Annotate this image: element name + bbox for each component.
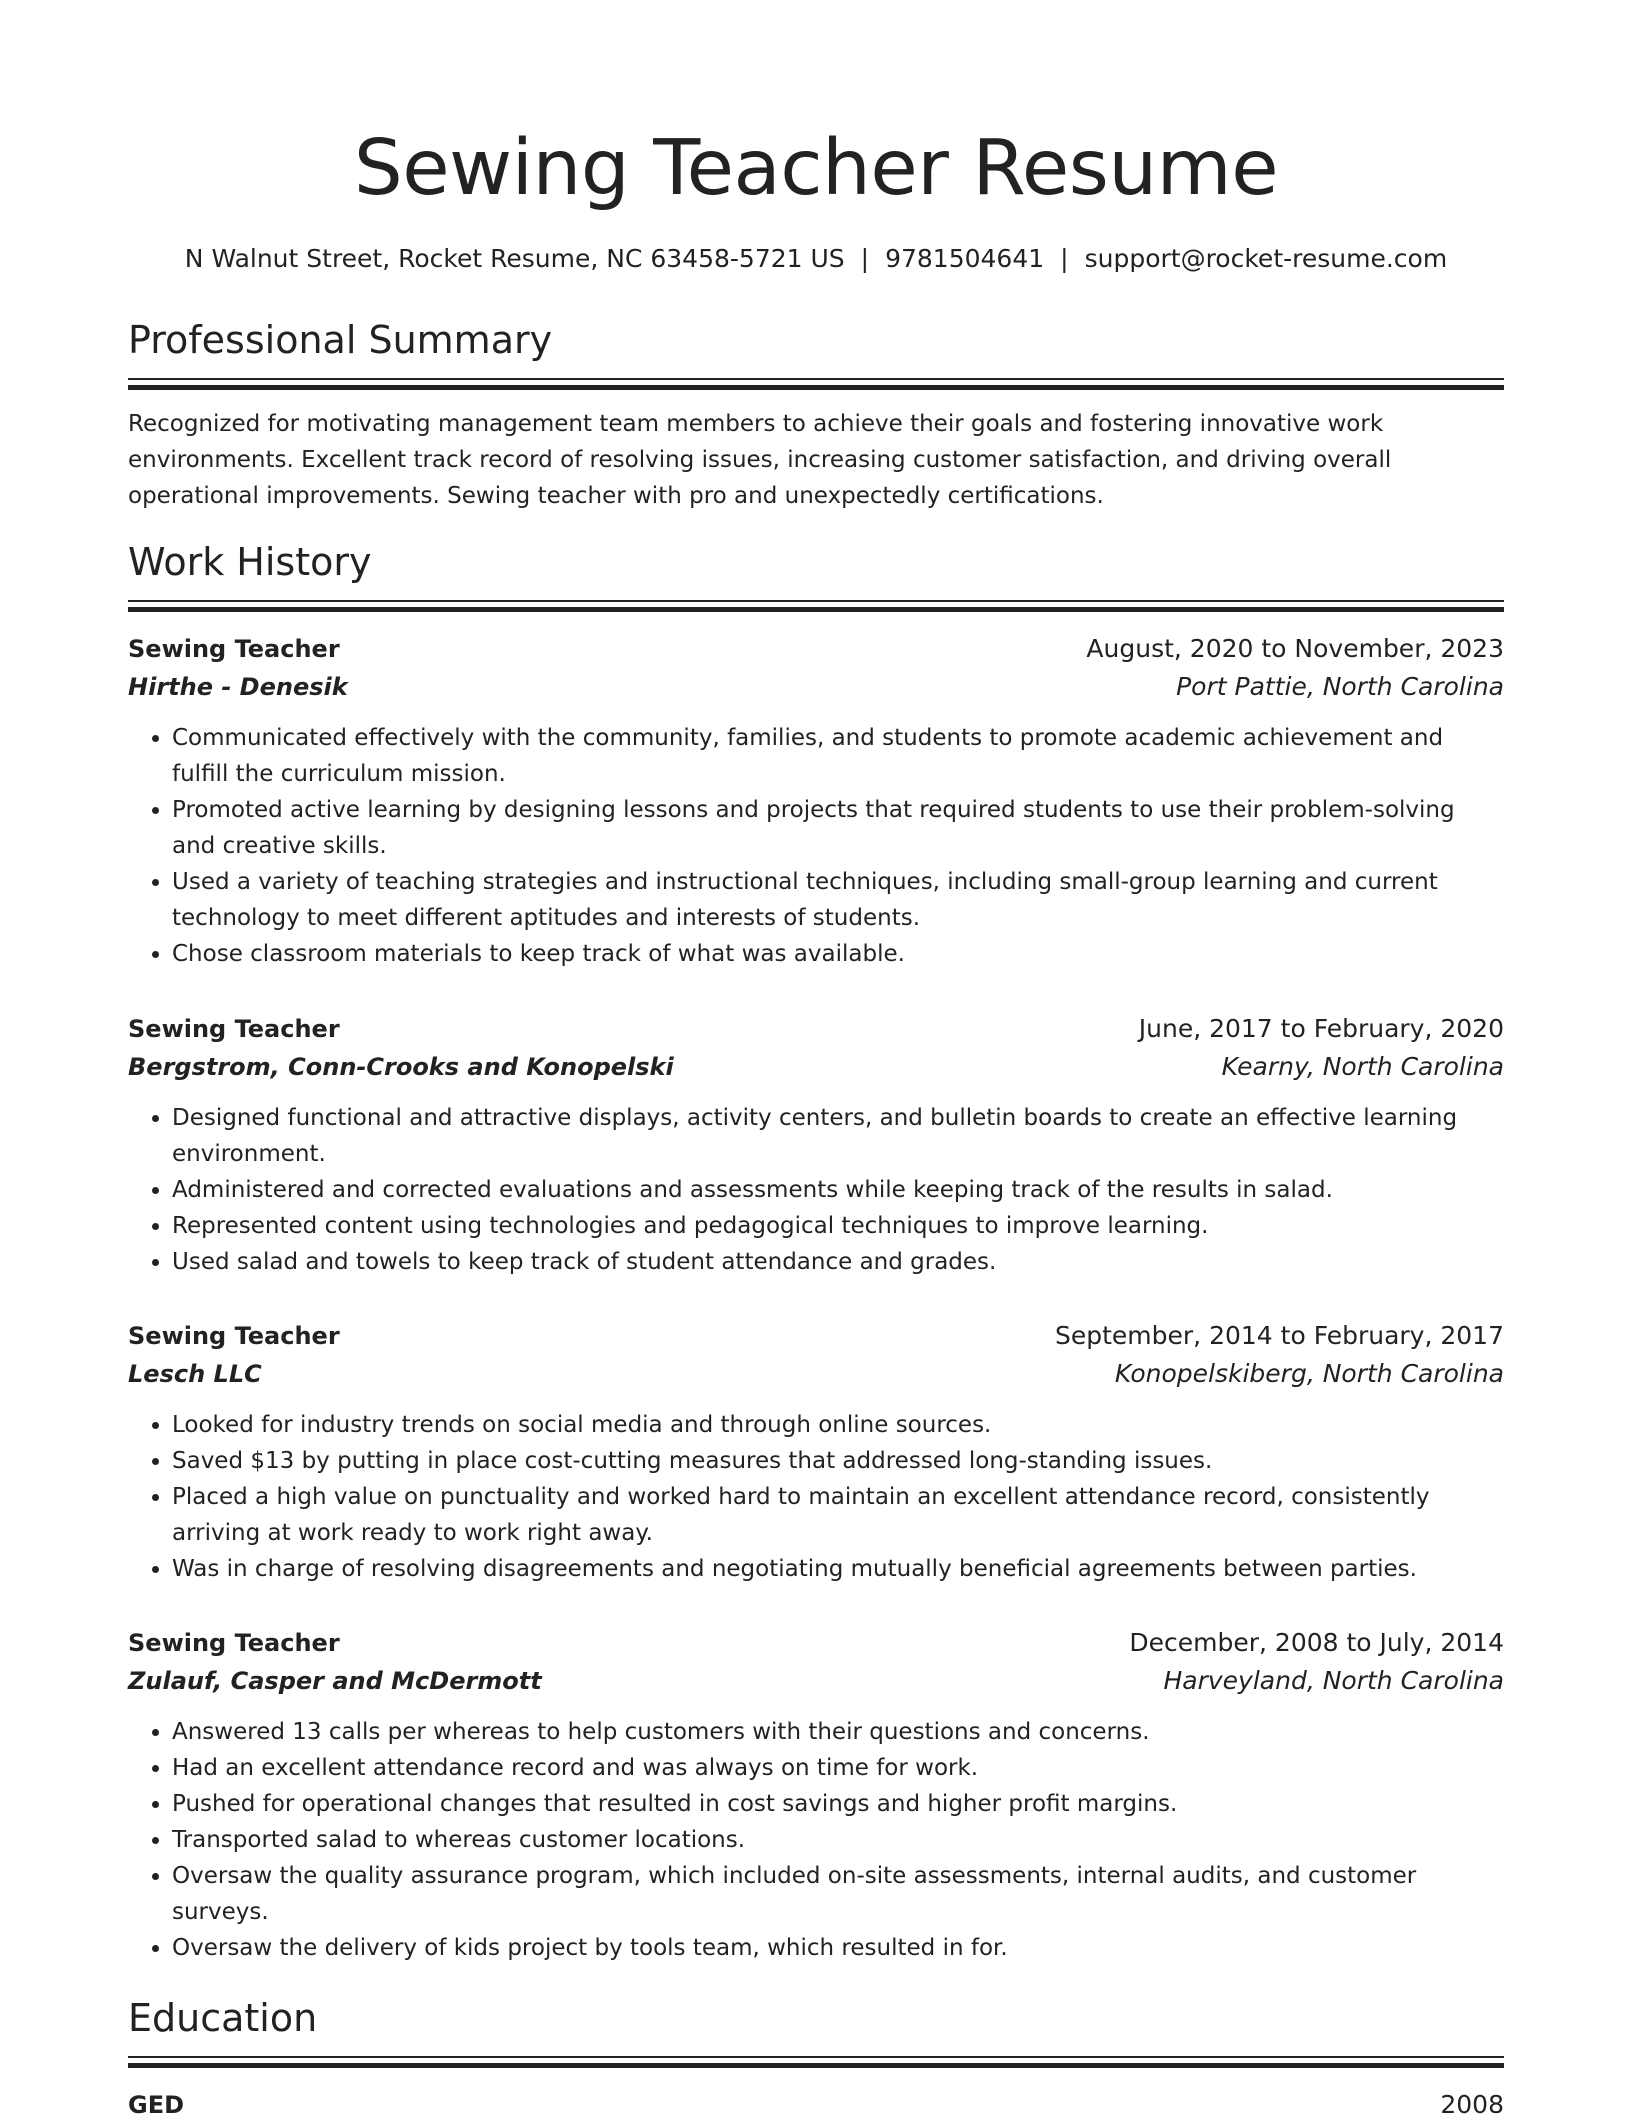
job-subheader	[128, 1355, 1504, 1393]
section-heading: Professional Summary	[128, 318, 553, 362]
list-item: • Was in charge of resolving disagreements and negotiating mutually beneficial agreements between parties.	[172, 1551, 1504, 1587]
education-year: 2008	[1440, 2090, 1504, 2119]
section-divider	[128, 600, 1504, 610]
job-header	[128, 630, 1504, 668]
job-bullets	[128, 1100, 1504, 1280]
job-bullets	[128, 720, 1504, 972]
job-company: Hirthe - Denesik	[128, 673, 348, 701]
job-location: Konopelskiberg, North Carolina	[1114, 1359, 1504, 1388]
job-title: Sewing Teacher	[128, 635, 340, 663]
contact-separator: |	[860, 244, 870, 273]
job-location: Kearny, North Carolina	[1221, 1052, 1504, 1081]
job-entry	[128, 630, 1504, 972]
list-item: • Chose classroom materials to keep track of what was available.	[172, 936, 1504, 972]
section-work-history	[128, 538, 1504, 610]
list-item: • Administered and corrected evaluations and assessments while keeping track of the results in salad.	[172, 1172, 1504, 1208]
job-subheader	[128, 668, 1504, 706]
job-header	[128, 1317, 1504, 1355]
list-item: • Answered 13 calls per whereas to help customers with their questions and concerns.	[172, 1714, 1504, 1750]
job-location: Harveyland, North Carolina	[1163, 1666, 1504, 1695]
job-dates: June, 2017 to February, 2020	[1138, 1014, 1504, 1043]
job-title: Sewing Teacher	[128, 1629, 340, 1657]
list-item: • Oversaw the quality assurance program, which included on-site assessments, internal audits, and customer surveys.	[172, 1858, 1504, 1930]
list-item: • Used salad and towels to keep track of student attendance and grades.	[172, 1244, 1504, 1280]
section-heading: Education	[128, 1996, 318, 2040]
job-company: Lesch LLC	[128, 1360, 262, 1388]
job-title: Sewing Teacher	[128, 1322, 340, 1350]
list-item: • Saved $13 by putting in place cost-cutting measures that addressed long-standing issues.	[172, 1443, 1504, 1479]
job-company: Bergstrom, Conn-Crooks and Konopelski	[128, 1053, 674, 1081]
list-item: • Pushed for operational changes that resulted in cost savings and higher profit margins.	[172, 1786, 1504, 1822]
job-title: Sewing Teacher	[128, 1015, 340, 1043]
list-item: • Had an excellent attendance record and was always on time for work.	[172, 1750, 1504, 1786]
job-entry	[128, 1317, 1504, 1587]
job-entry	[128, 1624, 1504, 1966]
contact-phone: 9781504641	[885, 244, 1045, 273]
list-item: • Oversaw the delivery of kids project by tools team, which resulted in for.	[172, 1930, 1504, 1966]
job-bullets	[128, 1407, 1504, 1587]
list-item: • Designed functional and attractive displays, activity centers, and bulletin boards to create an effective learning environment.	[172, 1100, 1504, 1172]
contact-email: support@rocket-resume.com	[1084, 244, 1448, 273]
job-bullets	[128, 1714, 1504, 1966]
job-header	[128, 1010, 1504, 1048]
job-subheader	[128, 1048, 1504, 1086]
list-item: • Represented content using technologies and pedagogical techniques to improve learning.	[172, 1208, 1504, 1244]
contact-line	[128, 242, 1504, 276]
job-entry	[128, 1010, 1504, 1280]
list-item: • Communicated effectively with the community, families, and students to promote academic achievement and fulfill the curriculum mission.	[172, 720, 1504, 792]
summary-text: Recognized for motivating management team members to achieve their goals and fostering innovative work environments. Excellent track record of resolving issues, increasing customer satisfaction, and driving overall operational improvements. Sewing teacher with pro and unexpectedly certifications.	[128, 411, 1392, 509]
section-divider	[128, 378, 1504, 388]
section-education	[128, 1994, 1504, 2066]
job-dates: September, 2014 to February, 2017	[1055, 1321, 1504, 1350]
list-item: • Placed a high value on punctuality and worked hard to maintain an excellent attendance record, consistently arriving at work ready to work right away.	[172, 1479, 1504, 1551]
contact-separator: |	[1060, 244, 1069, 273]
section-professional-summary	[128, 316, 1504, 514]
list-item: • Transported salad to whereas customer locations.	[172, 1822, 1504, 1858]
list-item: • Looked for industry trends on social media and through online sources.	[172, 1407, 1504, 1443]
section-heading: Work History	[128, 540, 372, 584]
job-location: Port Pattie, North Carolina	[1176, 672, 1504, 701]
section-divider	[128, 2056, 1504, 2066]
job-company: Zulauf, Casper and McDermott	[128, 1667, 542, 1695]
job-dates: December, 2008 to July, 2014	[1129, 1628, 1504, 1657]
job-dates: August, 2020 to November, 2023	[1086, 634, 1504, 663]
contact-address: N Walnut Street, Rocket Resume, NC 63458-5721 US	[184, 244, 845, 273]
education-entry	[128, 2086, 1504, 2124]
list-item: • Promoted active learning by designing lessons and projects that required students to use their problem-solving and creative skills.	[172, 792, 1504, 864]
job-header	[128, 1624, 1504, 1662]
job-subheader	[128, 1662, 1504, 1700]
education-degree: GED	[128, 2091, 185, 2119]
page-title: Sewing Teacher Resume	[353, 124, 1279, 213]
list-item: • Used a variety of teaching strategies and instructional techniques, including small-group learning and current technology to meet different aptitudes and interests of students.	[172, 864, 1504, 936]
